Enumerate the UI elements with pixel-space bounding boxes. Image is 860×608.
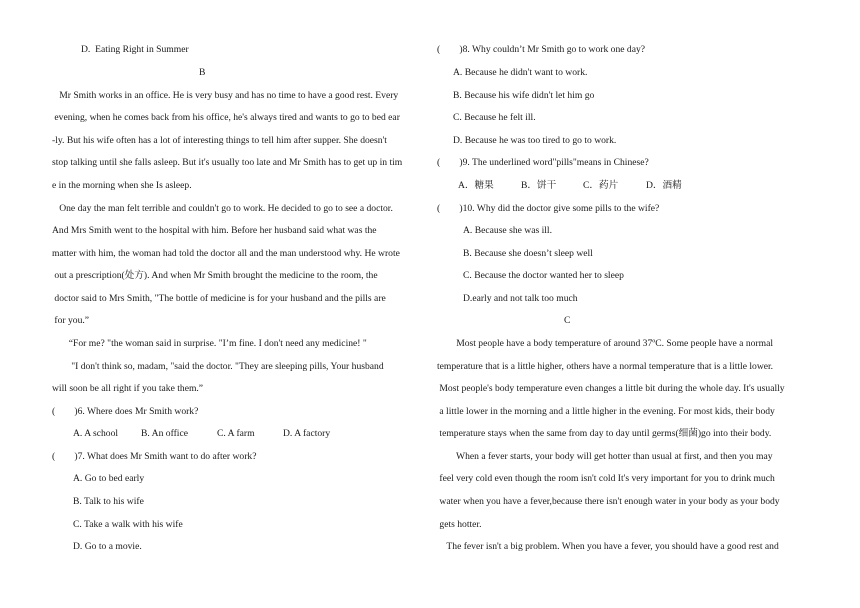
passage-c-line: gets hotter. bbox=[437, 519, 482, 530]
passage-b-line: "I don't think so, madam, "said the doctor. "They are sleeping pills, Your husband bbox=[52, 361, 384, 372]
passage-b-line: -ly. But his wife often has a lot of interesting things to tell him after supper. She doesn't bbox=[52, 135, 387, 146]
passage-b-line: out a prescription(处方). And when Mr Smith brought the medicine to the room, the bbox=[52, 270, 378, 281]
q10-option-b: B. Because she doesn’t sleep well bbox=[463, 248, 593, 259]
question-8: ( )8. Why couldn’t Mr Smith go to work one day? bbox=[437, 44, 646, 55]
q8-option-d: D. Because he was too tired to go to work. bbox=[453, 135, 617, 146]
q6-option-d: D. A factory bbox=[283, 428, 331, 439]
q8-option-a: A. Because he didn't want to work. bbox=[453, 67, 588, 78]
q7-option-c: C. Take a walk with his wife bbox=[73, 519, 183, 530]
passage-c-line: a little lower in the morning and a little higher in the evening. For most kids, their body bbox=[437, 406, 775, 417]
q10-option-a: A. Because she was ill. bbox=[463, 225, 552, 236]
q6-option-c: C. A farm bbox=[217, 428, 255, 439]
passage-b-line: will soon be all right if you take them.” bbox=[52, 383, 204, 394]
q10-option-c: C. Because the doctor wanted her to sleep bbox=[463, 270, 624, 281]
q9-option-b: B．饼干 bbox=[521, 180, 557, 191]
q8-option-b: B. Because his wife didn't let him go bbox=[453, 90, 595, 101]
passage-b-line: Mr Smith works in an office. He is very busy and has no time to have a good rest. Every bbox=[52, 90, 399, 101]
q9-option-c: C．药片 bbox=[583, 180, 619, 191]
q7-option-a: A. Go to bed early bbox=[73, 473, 145, 484]
q6-option-b: B. An office bbox=[141, 428, 188, 439]
q8-option-c: C. Because he felt ill. bbox=[453, 112, 536, 123]
passage-c-line: Most people's body temperature even changes a little bit during the whole day. It's usually bbox=[437, 383, 785, 394]
passage-c-line: feel very cold even though the room isn't cold It's very important for you to drink much bbox=[437, 473, 775, 484]
question-7: ( )7. What does Mr Smith want to do after work? bbox=[52, 451, 257, 462]
q7-option-b: B. Talk to his wife bbox=[73, 496, 144, 507]
passage-b-line: “For me? "the woman said in surprise. "I’m fine. I don't need any medicine! " bbox=[52, 338, 367, 349]
question-9: ( )9. The underlined word"pills"means in Chinese? bbox=[437, 157, 649, 168]
q10-option-d: D.early and not talk too much bbox=[463, 293, 578, 304]
passage-c-line: water when you have a fever,because there isn't enough water in your body as your body bbox=[437, 496, 780, 507]
passage-c-line: The fever isn't a big problem. When you have a fever, you should have a good rest and bbox=[437, 541, 779, 552]
passage-c-line: temperature stays when the same from day to day until germs(细菌)go into their body. bbox=[437, 428, 772, 439]
question-10: ( )10. Why did the doctor give some pills to the wife? bbox=[437, 203, 660, 214]
passage-c-line: When a fever starts, your body will get hotter than usual at first, and then you may bbox=[437, 451, 773, 462]
passage-b-line: And Mrs Smith went to the hospital with him. Before her husband said what was the bbox=[52, 225, 377, 236]
q9-option-d: D．酒精 bbox=[646, 180, 682, 191]
passage-b-line: evening, when he comes back from his office, he's always tired and wants to go to bed ear bbox=[52, 112, 400, 123]
passage-b-line: doctor said to Mrs Smith, "The bottle of medicine is for your husband and the pills are bbox=[52, 293, 386, 304]
passage-c-line: Most people have a body temperature of around 37ºC. Some people have a normal bbox=[437, 338, 773, 349]
passage-b-line: e in the morning when she Is asleep. bbox=[52, 180, 192, 191]
passage-c-line: temperature that is a little higher, others have a normal temperature that is a little lower. bbox=[437, 361, 774, 372]
passage-b-line: matter with him, the woman had told the doctor all and the man understood why. He wrote bbox=[52, 248, 400, 259]
section-heading-b: B bbox=[199, 67, 206, 78]
question-6: ( )6. Where does Mr Smith work? bbox=[52, 406, 199, 417]
passage-b-line: stop talking until she falls asleep. But it's usually too late and Mr Smith has to get up in tim bbox=[52, 157, 403, 168]
q9-option-a: A．糖果 bbox=[458, 180, 494, 191]
prev-question-option-d: D. Eating Right in Summer bbox=[81, 44, 189, 55]
section-heading-c: C bbox=[564, 315, 571, 326]
q6-option-a: A. A school bbox=[73, 428, 119, 439]
q7-option-d: D. Go to a movie. bbox=[73, 541, 142, 552]
passage-b-line: One day the man felt terrible and couldn't go to work. He decided to go to see a doctor. bbox=[52, 203, 393, 214]
passage-b-line: for you.” bbox=[52, 315, 90, 326]
